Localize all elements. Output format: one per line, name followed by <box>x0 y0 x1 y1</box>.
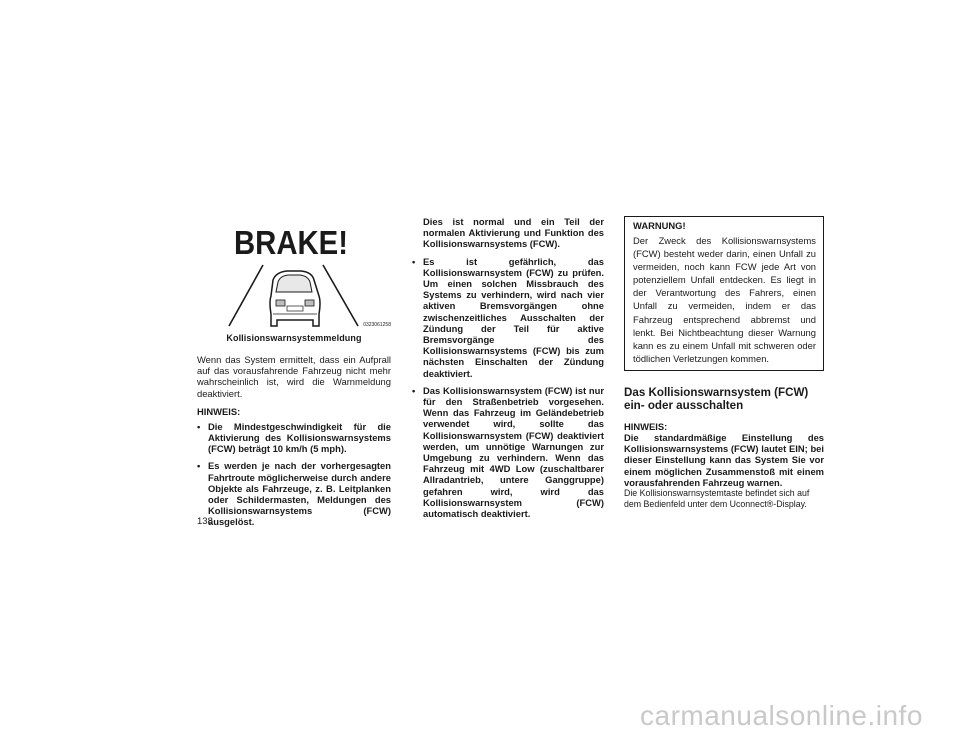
car-icon <box>270 271 320 326</box>
page-number: 138 <box>197 516 213 527</box>
brake-text: BRAKE! <box>234 224 348 261</box>
note-label: HINWEIS: <box>197 405 241 417</box>
warning-text: Der Zweck des Kollisionswarnsystems (FCW) besteht weder darin, einen Unfall zu vermeiden, noch kann FCW jede Art von potenziellem Unfall entdecken. Es liegt in der Verantwortung des Fahrers, einen Unfall zu vermeiden, indem er das Fahrzeug entsprechend abbremst und lenkt. Bei Nichtbeachtung dieser Warnung kann es zu einem Unfall mit schweren oder tödlichen Verletzungen kommen. <box>633 235 816 364</box>
watermark: carmanualsonline.info <box>640 700 923 731</box>
section-heading-line2: ein- oder ausschalten <box>624 398 744 412</box>
list-item: • Es werden je nach der vorhergesagten Fahrtroute möglicherweise durch andere Objekte als Fahrzeuge, z. B. Leitplanken oder Schildermasten, Meldungen des Kollisionswarnsystems (FCW) ausgelöst. <box>197 460 391 527</box>
collision-warning-figure <box>197 222 391 347</box>
list-item: • Es ist gefährlich, das Kollisionswarnsystem (FCW) zu prüfen. Um einen solchen Missbrauch des Systems zu verhindern, wird nach vier aktiven Bremsvorgängen ohne zwischenzeitliches Ausschalten der Zündung der Teil für aktive Bremsvorgänge des Kollisionswarnsystems (FCW) bis zum nächsten Einschalten der Zündung deaktiviert. <box>412 256 604 379</box>
section-heading <box>624 386 824 412</box>
intro-paragraph: Wenn das System ermittelt, dass ein Aufprall auf das vorausfahrende Fahrzeug nicht mehr wahrscheinlich ist, wird die Warnmeldung deaktiviert. <box>197 354 391 399</box>
brake-warning-illustration <box>197 222 391 332</box>
column-middle <box>412 216 604 525</box>
figure-caption: Kollisionswarnsystemmeldung <box>226 333 362 343</box>
note-label: HINWEIS: <box>624 420 668 432</box>
note-bullets <box>197 421 391 528</box>
figure-code: 0323061258 <box>363 322 391 328</box>
list-item: • Das Kollisionswarnsystem (FCW) ist nur für den Straßenbetrieb vorgesehen. Wenn das Fahrzeug im Geländebetrieb verwendet wird, sollte das Kollisionswarnsystem (FCW) deaktiviert werden, um unnötige Warnungen zur Umgebung zu verhindern. Wenn das Fahrzeug mit 4WD Low (zuschaltbarer Allradantrieb, untere Ganggruppe) gefahren wird, wird das Kollisionswarnsystem (FCW) automatisch deaktiviert. <box>412 385 604 519</box>
column-right <box>624 216 824 510</box>
warning-title: WARNUNG! <box>633 220 686 231</box>
warning-bullets <box>412 256 604 520</box>
list-item: • Die Mindestgeschwindigkeit für die Aktivierung des Kollisionswarnsystems (FCW) beträgt 10 km/h (5 mph). <box>197 421 391 455</box>
button-location-text: Die Kollisionswarnsystemtaste befindet sich auf dem Bedienfeld unter dem Uconnect®-Display. <box>624 487 810 509</box>
continued-paragraph: Dies ist normal und ein Teil der normalen Aktivierung und Funktion des Kollisionswarnsystems (FCW). <box>423 216 604 250</box>
section-heading-line1: Das Kollisionswarnsystem (FCW) <box>624 385 809 399</box>
note-text: Die standardmäßige Einstellung des Kollisionswarnsystems (FCW) lautet EIN; bei dieser Einstellung kann das System Sie vor einem möglichen Zusammenstoß mit einem vorausfahrenden Fahrzeug warnen. <box>624 431 824 488</box>
column-left <box>197 222 391 534</box>
warning-box <box>624 216 824 371</box>
